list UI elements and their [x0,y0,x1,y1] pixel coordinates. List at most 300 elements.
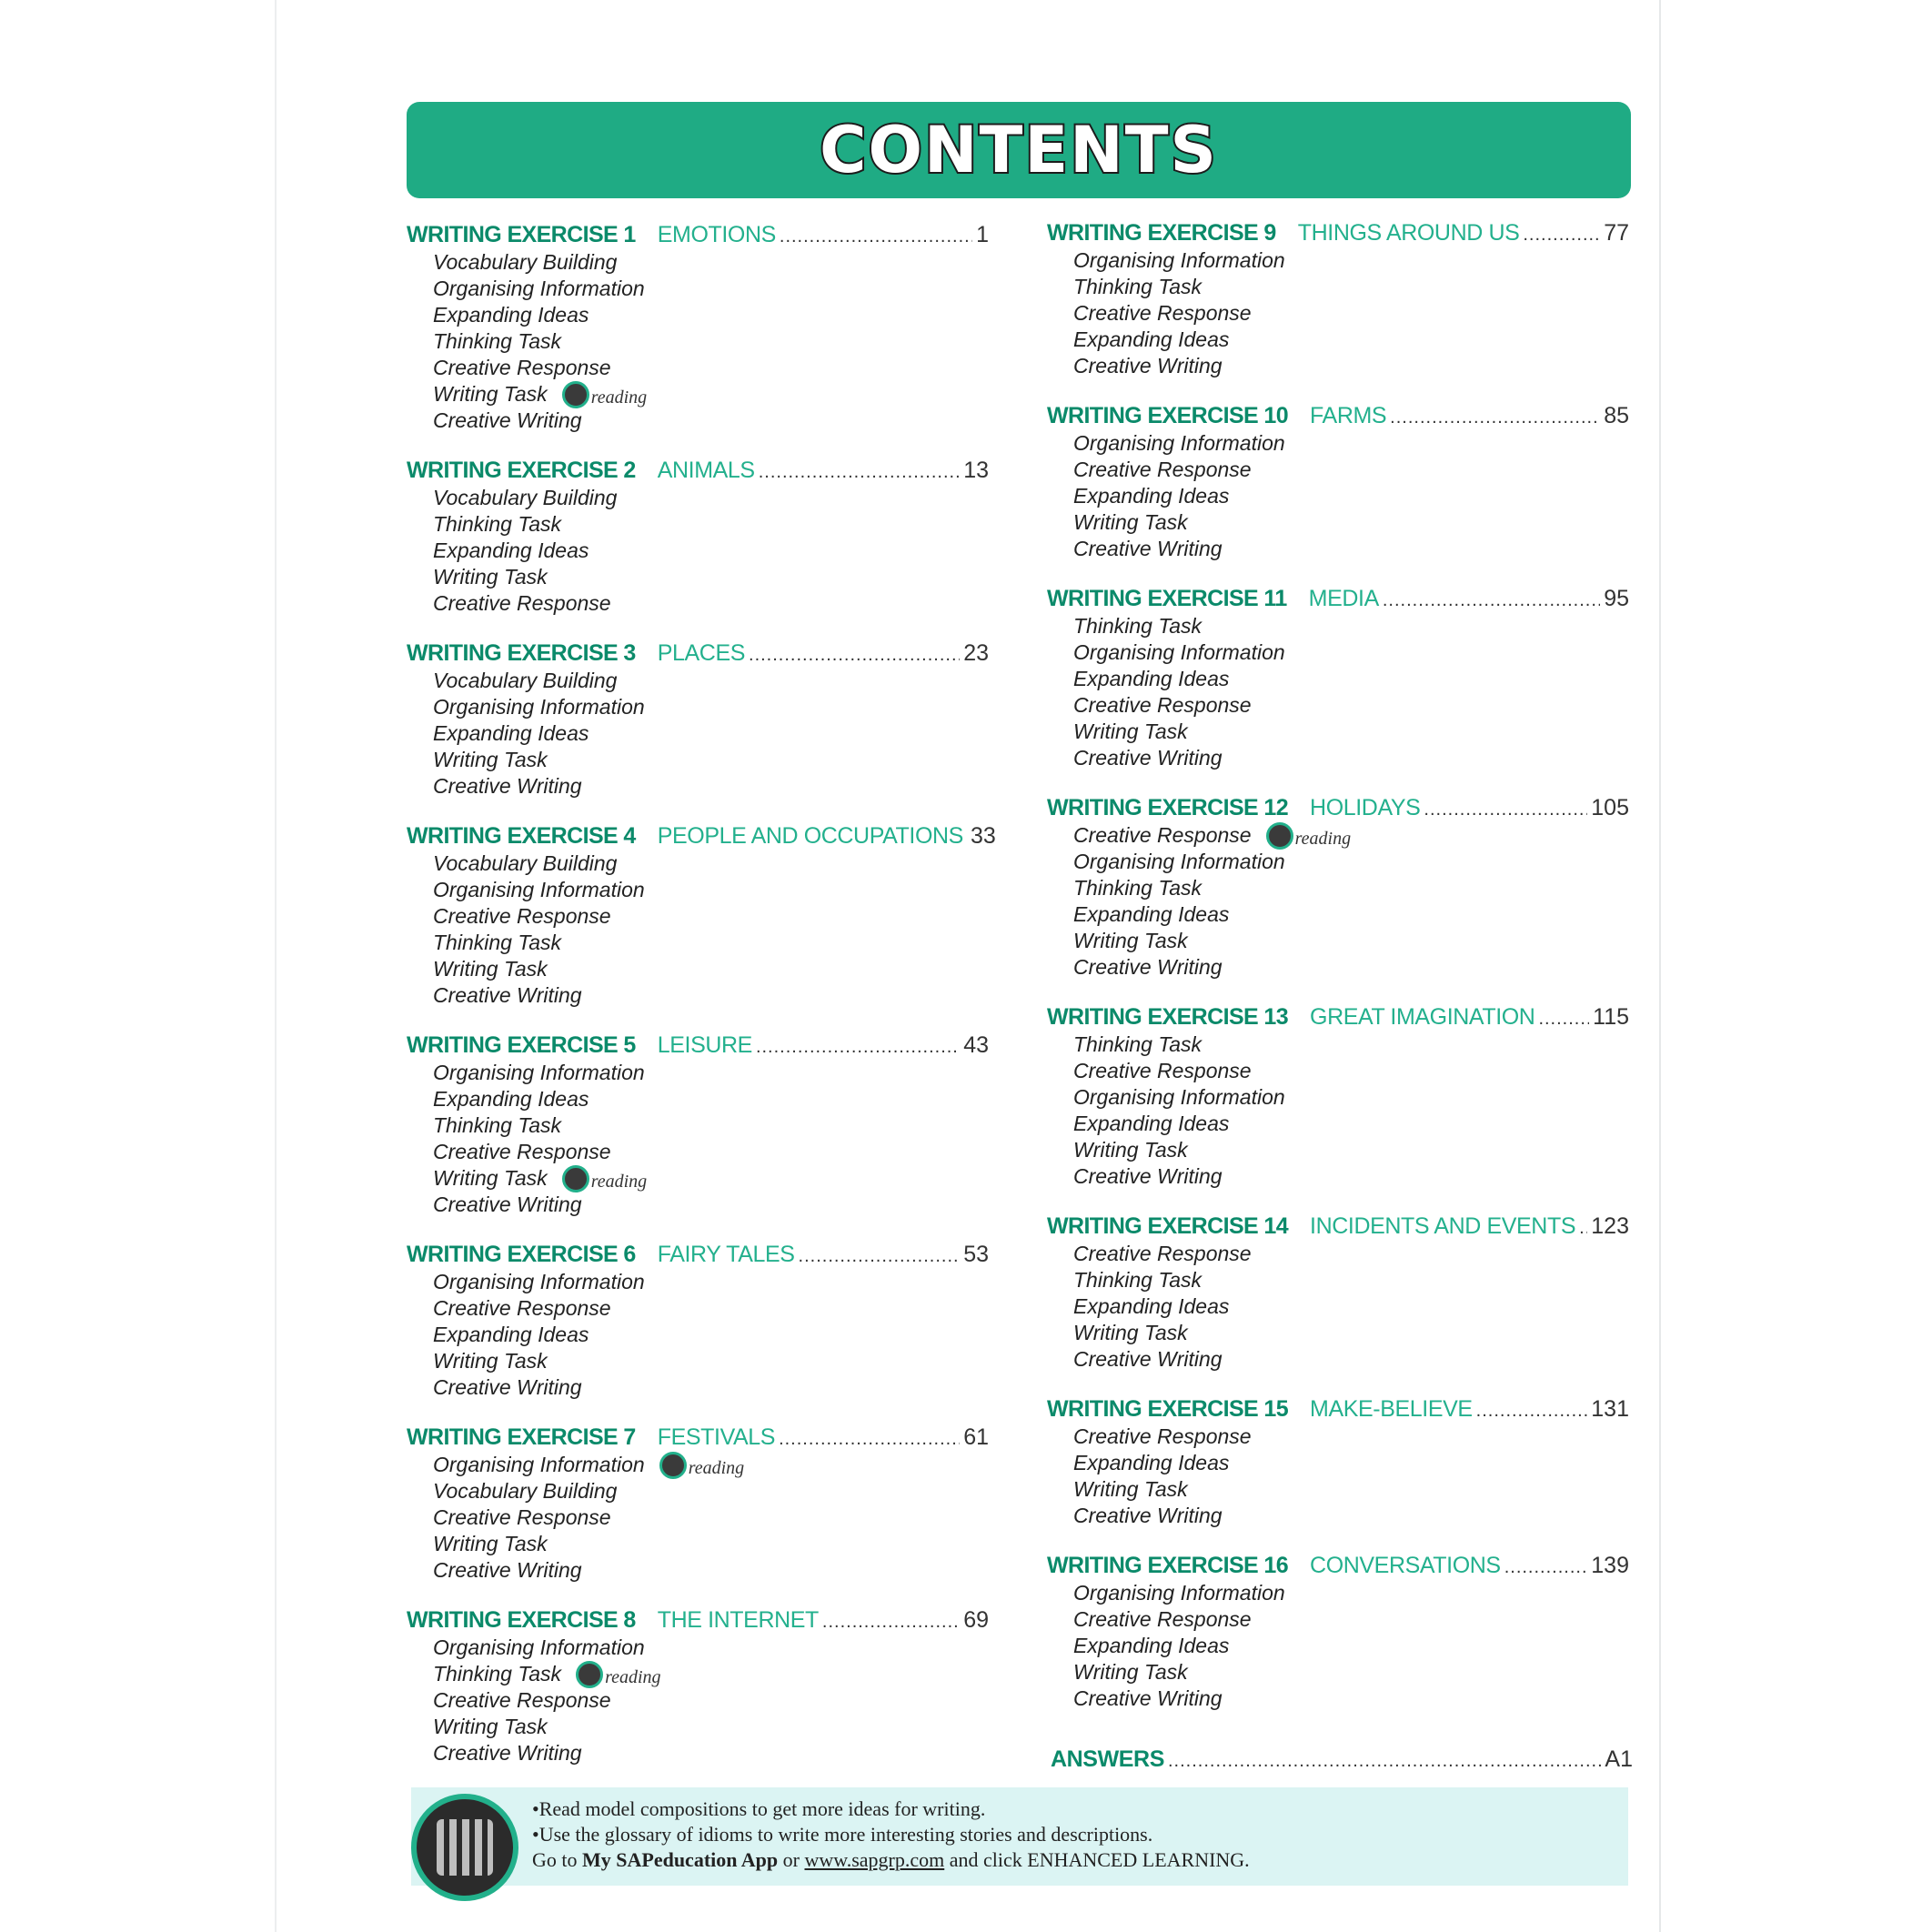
page-number: 95 [1604,586,1629,611]
toc-section [407,1242,989,1401]
activity-label: Creative Writing [433,1375,582,1399]
activity-label: Organising Information [1073,1085,1285,1109]
page-number: 53 [963,1242,989,1267]
footer-bullet-1: •Read model compositions to get more ideas for writing. [532,1797,986,1820]
activity-label: Creative Response [433,1140,611,1163]
activity-item [433,982,989,1009]
footer-goto-prefix: Go to [532,1848,582,1871]
activity-list [1073,1580,1629,1712]
activity-label: Expanding Ideas [1073,667,1230,690]
activity-item [433,1531,989,1557]
exercise-topic: THINGS AROUND US [1297,220,1520,246]
answers-entry[interactable] [1051,1746,1633,1773]
activity-list [433,1060,989,1218]
activity-item [1073,1346,1629,1373]
activity-item [433,276,989,302]
exercise-topic: THE INTERNET [657,1607,819,1633]
toc-entry-heading[interactable] [407,1607,989,1635]
page-number: 123 [1591,1213,1629,1239]
activity-label: Creative Response [1073,458,1252,481]
activity-item [433,1687,989,1714]
activity-label: Writing Task [433,1349,548,1373]
activity-item [433,564,989,590]
activity-label: Organising Information [433,1270,645,1293]
activity-item [433,1112,989,1139]
footer-note [532,1796,1605,1873]
exercise-topic: INCIDENTS AND EVENTS [1310,1213,1576,1239]
page-number: 23 [963,640,989,666]
exercise-label: WRITING EXERCISE 4 [407,823,636,849]
activity-label: Expanding Ideas [433,1323,589,1346]
activity-label: Writing Task [1073,510,1188,534]
activity-label: Expanding Ideas [1073,1451,1230,1474]
exercise-label: WRITING EXERCISE 9 [1047,220,1276,246]
leader-dots [756,1037,960,1058]
exercise-topic: ANIMALS [657,458,755,483]
footer-bullet-2: •Use the glossary of idioms to write more interesting stories and descriptions. [532,1823,1153,1846]
toc-entry-heading[interactable] [1047,403,1629,430]
reading-badge [1266,819,1351,852]
page-number: 1 [976,222,989,247]
reading-badge-icon [562,1165,589,1192]
toc-entry-heading[interactable] [1047,1004,1629,1031]
activity-label: Creative Writing [1073,746,1223,770]
toc-section [1047,795,1629,981]
leader-dots [822,1612,960,1633]
activity-item [433,1374,989,1401]
activity-item [1073,639,1629,666]
activity-label: Creative Response [433,356,611,379]
exercise-label: WRITING EXERCISE 12 [1047,795,1289,820]
activity-item [433,1139,989,1165]
activity-label: Creative Response [1073,1242,1252,1265]
activity-item [1073,483,1629,509]
leader-dots [1579,1218,1587,1239]
leader-dots [1523,225,1600,246]
page-number: 115 [1593,1004,1629,1030]
activity-item [1073,1163,1629,1190]
activity-list [1073,1241,1629,1373]
activity-list [433,1452,989,1584]
toc-section [1047,1553,1629,1712]
activity-list [1073,430,1629,562]
activity-item [433,1452,989,1478]
toc-entry-heading[interactable] [1047,1396,1629,1424]
activity-item [1073,692,1629,719]
activity-item [433,1504,989,1531]
toc-entry-heading[interactable] [407,1242,989,1269]
activity-item [1073,300,1629,327]
qr-pattern [437,1819,493,1876]
leader-dots [1476,1401,1588,1422]
activity-label: Expanding Ideas [433,1087,589,1111]
activity-label: Organising Information [433,878,645,901]
activity-label: Organising Information [433,1635,645,1659]
page-number: 77 [1604,220,1629,246]
activity-label: Thinking Task [433,931,562,954]
activity-label: Creative Writing [1073,354,1223,377]
activity-label: Creative Response [1073,301,1252,325]
exercise-topic: FESTIVALS [657,1424,776,1450]
activity-item [433,903,989,930]
activity-label: Creative Response [433,904,611,928]
exercise-topic: GREAT IMAGINATION [1310,1004,1535,1030]
activity-item [1073,666,1629,692]
activity-label: Creative Response [433,1505,611,1529]
activity-list [433,485,989,617]
leader-dots [1504,1557,1588,1578]
activity-item [433,694,989,720]
exercise-topic: HOLIDAYS [1310,795,1421,820]
toc-section [407,1032,989,1218]
activity-label: Creative Response [1073,693,1252,717]
toc-right-column [1047,220,1629,1736]
exercise-label: WRITING EXERCISE 8 [407,1607,636,1633]
exercise-label: WRITING EXERCISE 16 [1047,1553,1289,1578]
leader-dots [1538,1009,1589,1030]
activity-item [1073,1580,1629,1606]
activity-label: Creative Writing [1073,1347,1223,1371]
activity-label: Organising Information [1073,1581,1285,1605]
activity-list [433,1269,989,1401]
activity-item [433,747,989,773]
toc-entry-heading[interactable] [1047,1553,1629,1580]
activity-label: Creative Writing [1073,537,1223,560]
toc-section [1047,403,1629,562]
activity-label: Creative Response [1073,1424,1252,1448]
toc-section [1047,586,1629,771]
activity-item [1073,822,1629,849]
toc-entry-heading[interactable] [407,1032,989,1060]
toc-section [407,458,989,617]
activity-item [1073,1450,1629,1476]
activity-label: Expanding Ideas [1073,902,1230,926]
activity-label: Writing Task [1073,1321,1188,1344]
activity-label: Vocabulary Building [433,1479,618,1503]
activity-label: Organising Information [433,1061,645,1084]
activity-item [433,1635,989,1661]
activity-item [1073,327,1629,353]
activity-label: Writing Task [433,1532,548,1555]
activity-label: Creative Writing [433,1741,582,1765]
activity-item [1073,1293,1629,1320]
page-title: CONTENTS [820,113,1218,187]
activity-label: Thinking Task [1073,1268,1202,1292]
app-name: My SAPeducation App [582,1848,779,1871]
activity-item [433,1192,989,1218]
exercise-topic: EMOTIONS [657,222,776,247]
activity-item [1073,1137,1629,1163]
activity-item [1073,1503,1629,1529]
reading-label: reading [590,1172,648,1192]
activity-item [1073,1476,1629,1503]
activity-list [1073,1031,1629,1190]
reading-label: reading [605,1667,661,1687]
activity-label: Vocabulary Building [433,250,618,274]
activity-label: Writing Task [1073,929,1188,952]
exercise-label: WRITING EXERCISE 13 [1047,1004,1289,1030]
activity-item [433,511,989,538]
activity-label: Writing Task [1073,719,1188,743]
activity-label: Creative Writing [1073,1504,1223,1527]
activity-item [433,381,989,408]
leader-dots [1390,408,1600,428]
activity-list [433,249,989,434]
activity-label: Thinking Task [1073,1032,1202,1056]
activity-label: Expanding Ideas [433,538,589,562]
activity-label: Thinking Task [1073,614,1202,638]
exercise-topic: FAIRY TALES [657,1242,795,1267]
page-number: 131 [1591,1396,1629,1422]
activity-label: Vocabulary Building [433,851,618,875]
leader-dots [749,645,960,666]
contents-banner [407,102,1631,198]
exercise-topic: MEDIA [1308,586,1379,611]
reading-label: reading [590,387,648,408]
activity-label: Thinking Task [433,1662,562,1685]
exercise-label: WRITING EXERCISE 10 [1047,403,1289,428]
activity-item [1073,1685,1629,1712]
activity-label: Organising Information [1073,248,1285,272]
toc-entry-heading[interactable] [407,458,989,485]
activity-label: Creative Writing [433,408,582,432]
website-link[interactable]: www.sapgrp.com [804,1848,945,1871]
activity-item [1073,509,1629,536]
page-number: 105 [1591,795,1629,820]
activity-item [433,930,989,956]
answers-label: ANSWERS [1051,1746,1164,1772]
reading-label: reading [1294,829,1352,849]
activity-item [1073,247,1629,274]
activity-item [433,1478,989,1504]
activity-label: Creative Response [1073,1607,1252,1631]
activity-label: Organising Information [433,277,645,300]
activity-item [1073,1659,1629,1685]
activity-label: Creative Writing [433,983,582,1007]
activity-item [1073,1031,1629,1058]
activity-item [433,720,989,747]
page-number: 43 [963,1032,989,1058]
toc-section [407,222,989,434]
page-number: 85 [1604,403,1629,428]
activity-label: Creative Response [433,1688,611,1712]
activity-item [433,302,989,328]
activity-item [433,1740,989,1766]
activity-label: Expanding Ideas [1073,1634,1230,1657]
activity-label: Organising Information [433,1453,645,1476]
exercise-label: WRITING EXERCISE 15 [1047,1396,1289,1422]
activity-list [433,1635,989,1766]
toc-entry-heading[interactable] [1047,220,1629,247]
activity-item [433,1086,989,1112]
leader-dots [799,1246,961,1267]
activity-list [1073,613,1629,771]
activity-item [1073,430,1629,457]
activity-label: Writing Task [1073,1477,1188,1501]
exercise-topic: CONVERSATIONS [1310,1553,1501,1578]
exercise-topic: PEOPLE AND OCCUPATIONS [657,823,963,849]
activity-item [433,1269,989,1295]
toc-entry-heading[interactable] [407,823,996,850]
activity-item [433,249,989,276]
activity-item [433,1714,989,1740]
activity-list [433,850,989,1009]
leader-dots [1168,1751,1601,1772]
activity-item [433,355,989,381]
answers-page: A1 [1605,1746,1633,1772]
activity-label: Thinking Task [433,512,562,536]
activity-label: Expanding Ideas [1073,1112,1230,1135]
toc-entry-heading[interactable] [1047,1213,1629,1241]
exercise-topic: PLACES [657,640,746,666]
activity-label: Writing Task [433,565,548,589]
toc-entry-heading[interactable] [1047,586,1629,613]
activity-item [1073,954,1629,981]
exercise-label: WRITING EXERCISE 6 [407,1242,636,1267]
activity-label: Writing Task [1073,1660,1188,1684]
exercise-topic: MAKE-BELIEVE [1310,1396,1473,1422]
activity-list [1073,1424,1629,1529]
activity-label: Expanding Ideas [433,721,589,745]
activity-item [1073,457,1629,483]
activity-label: Creative Writing [1073,955,1223,979]
activity-item [1073,849,1629,875]
activity-item [1073,875,1629,901]
activity-label: Creative Response [1073,1059,1252,1082]
page-number: 61 [963,1424,989,1450]
activity-label: Thinking Task [1073,275,1202,298]
activity-item [1073,901,1629,928]
toc-section [1047,1004,1629,1190]
exercise-label: WRITING EXERCISE 2 [407,458,636,483]
activity-item [1073,1320,1629,1346]
leader-dots [1383,590,1600,611]
activity-item [1073,1633,1629,1659]
activity-list [1073,247,1629,379]
activity-label: Writing Task [1073,1138,1188,1162]
toc-entry-heading[interactable] [407,222,989,249]
activity-item [433,1661,989,1687]
activity-label: Organising Information [1073,431,1285,455]
leader-dots [1424,800,1587,820]
toc-section [1047,220,1629,379]
activity-item [433,590,989,617]
toc-left-column [407,222,996,1790]
activity-item [433,538,989,564]
activity-item [1073,1267,1629,1293]
reading-badge [562,377,647,411]
leader-dots [780,226,972,247]
activity-label: Creative Writing [433,774,582,798]
activity-item [1073,274,1629,300]
reading-badge [576,1657,660,1691]
activity-item [1073,719,1629,745]
activity-label: Creative Writing [1073,1164,1223,1188]
activity-label: Thinking Task [433,1113,562,1137]
activity-item [433,485,989,511]
page-number: 13 [963,458,989,483]
footer-or: or [778,1848,805,1871]
activity-item [433,1060,989,1086]
activity-label: Creative Writing [1073,1686,1223,1710]
activity-item [433,1165,989,1192]
footer-goto-line [532,1847,1605,1873]
activity-label: Expanding Ideas [1073,484,1230,508]
activity-item [1073,536,1629,562]
activity-item [433,773,989,800]
reading-badge-icon [659,1452,687,1479]
leader-dots [779,1429,960,1450]
exercise-label: WRITING EXERCISE 5 [407,1032,636,1058]
leader-dots [759,462,960,483]
reading-badge-icon [562,381,589,408]
activity-label: Thinking Task [433,329,562,353]
activity-item [1073,1606,1629,1633]
exercise-label: WRITING EXERCISE 14 [1047,1213,1289,1239]
activity-label: Expanding Ideas [1073,327,1230,351]
activity-label: Creative Writing [433,1558,582,1582]
activity-item [1073,1111,1629,1137]
exercise-topic: LEISURE [657,1032,752,1058]
activity-label: Expanding Ideas [1073,1294,1230,1318]
toc-section [407,640,989,800]
activity-item [433,850,989,877]
activity-item [1073,1084,1629,1111]
activity-item [433,408,989,434]
activity-item [433,956,989,982]
activity-label: Vocabulary Building [433,669,618,692]
activity-label: Writing Task [433,748,548,771]
activity-label: Organising Information [433,695,645,719]
exercise-label: WRITING EXERCISE 11 [1047,586,1287,611]
activity-item [433,668,989,694]
toc-section [1047,1213,1629,1373]
activity-item [1073,745,1629,771]
page-number: 139 [1591,1553,1629,1578]
toc-entry-heading[interactable] [407,640,989,668]
activity-item [433,877,989,903]
footer-suffix: and click ENHANCED LEARNING. [944,1848,1250,1871]
activity-item [1073,1424,1629,1450]
activity-label: Writing Task [433,382,548,406]
exercise-label: WRITING EXERCISE 3 [407,640,636,666]
activity-label: Writing Task [433,1166,548,1190]
reading-badge-icon [1266,822,1293,850]
activity-label: Vocabulary Building [433,486,618,509]
activity-label: Writing Task [433,957,548,981]
activity-item [433,1557,989,1584]
activity-label: Organising Information [1073,640,1285,664]
reading-badge-icon [576,1661,603,1688]
exercise-label: WRITING EXERCISE 1 [407,222,636,247]
activity-label: Creative Response [433,1296,611,1320]
activity-item [1073,928,1629,954]
activity-item [1073,1241,1629,1267]
toc-section [1047,1396,1629,1529]
page-number: 69 [963,1607,989,1633]
toc-section [407,1607,989,1766]
activity-label: Creative Writing [433,1192,582,1216]
activity-item [1073,613,1629,639]
activity-item [433,1295,989,1322]
reading-badge [562,1162,647,1195]
toc-section [407,1424,989,1584]
activity-label: Expanding Ideas [433,303,589,327]
activity-label: Creative Response [433,591,611,615]
activity-label: Thinking Task [1073,876,1202,900]
activity-list [433,668,989,800]
reading-badge [659,1448,744,1482]
